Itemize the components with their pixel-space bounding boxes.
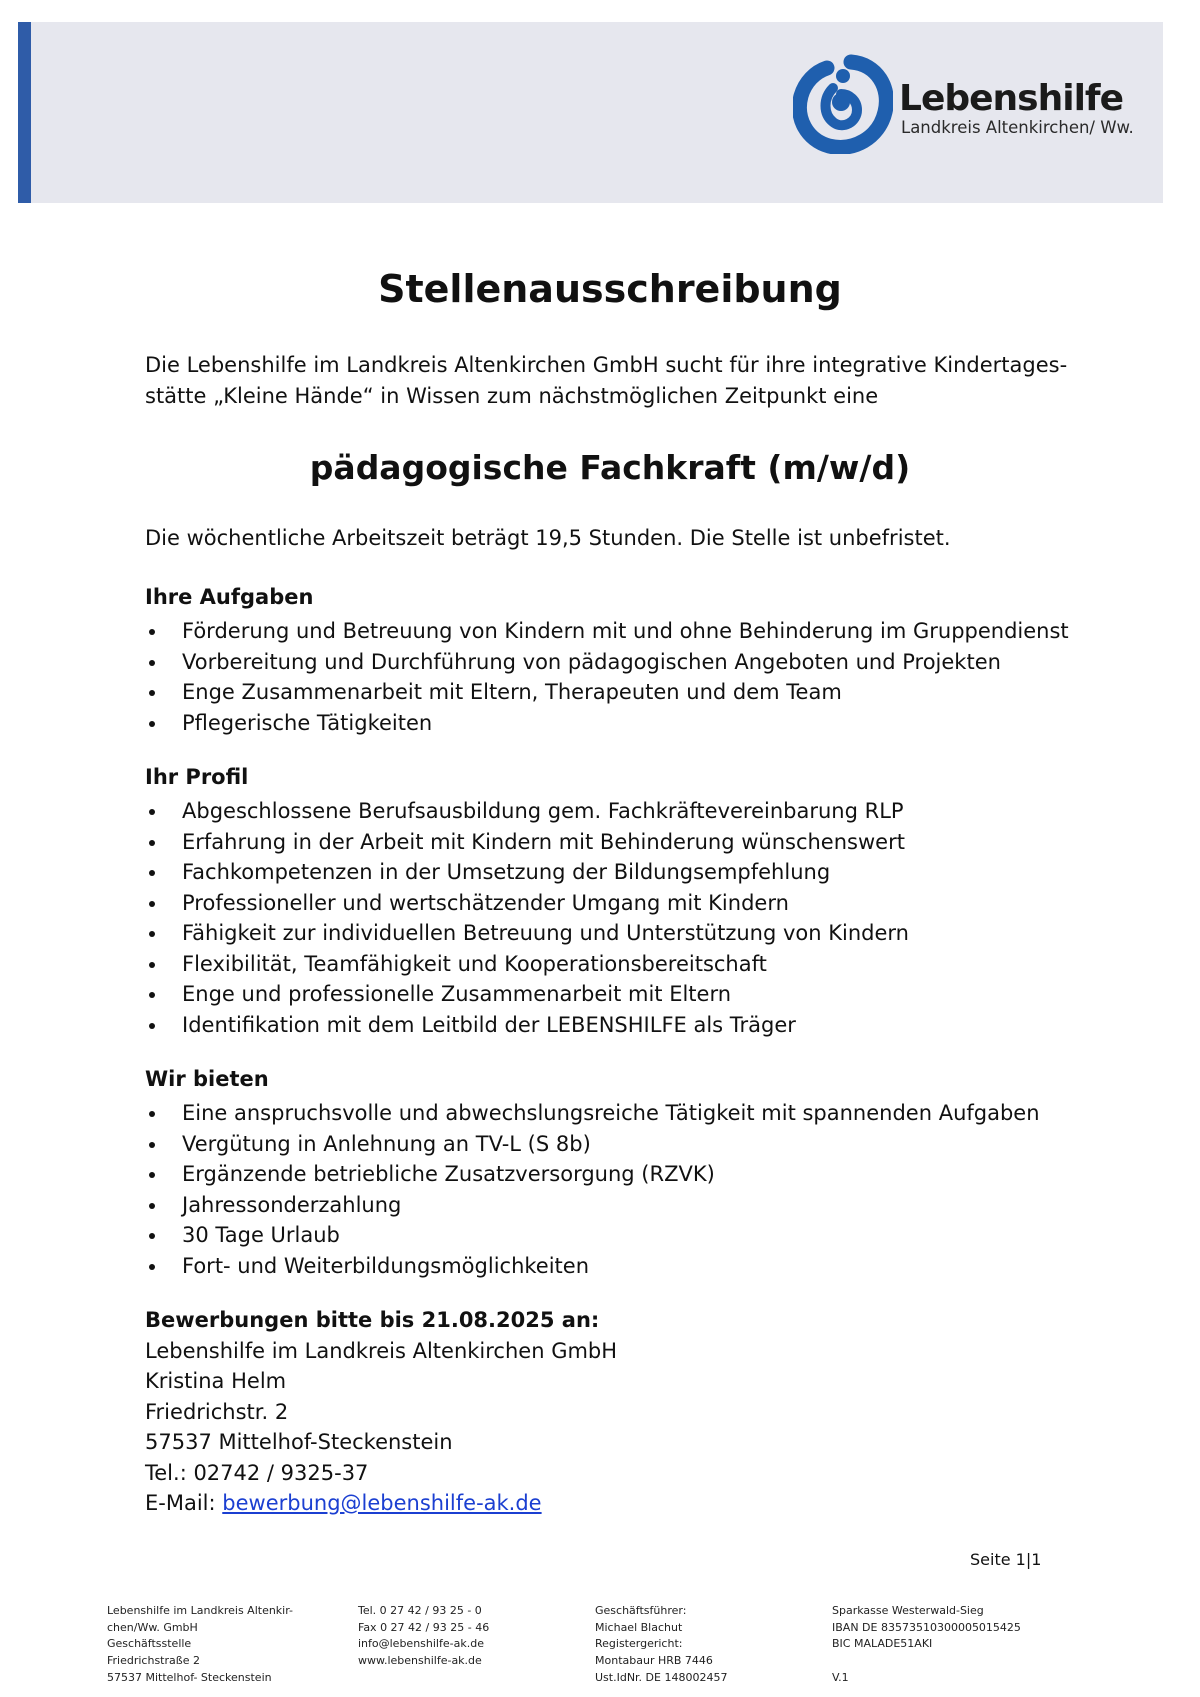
- footer-line: www.lebenshilfe-ak.de: [358, 1654, 482, 1668]
- list-item: Erfahrung in der Arbeit mit Kindern mit Behinderung wünschenswert: [145, 827, 1085, 858]
- header-accent-bar: [18, 22, 31, 203]
- footer-col-contact: [358, 1603, 489, 1670]
- list-item: Vorbereitung und Durchführung von pädagogischen Angeboten und Projekten: [145, 647, 1085, 678]
- intro-line: Die Lebenshilfe im Landkreis Altenkirchen GmbH sucht für ihre integrative Kindertages-: [145, 353, 1068, 377]
- footer-line: Geschäftsstelle: [107, 1637, 192, 1651]
- application-deadline: Bewerbungen bitte bis 21.08.2025 an:: [145, 1308, 600, 1332]
- page-number: Seite 1|1: [970, 1550, 1042, 1569]
- list-item: Eine anspruchsvolle und abwechslungsreiche Tätigkeit mit spannenden Aufgaben: [145, 1098, 1085, 1129]
- lebenshilfe-logo-icon: [793, 54, 893, 154]
- list-item: 30 Tage Urlaub: [145, 1220, 1085, 1251]
- footer-line: Tel. 0 27 42 / 93 25 - 0: [358, 1604, 482, 1617]
- logo-name: Lebenshilfe: [899, 78, 1123, 119]
- list-item: Vergütung in Anlehnung an TV-L (S 8b): [145, 1129, 1085, 1160]
- contact-person: Kristina Helm: [145, 1369, 287, 1393]
- footer-line: Michael Blachut: [595, 1620, 683, 1634]
- position-title: pädagogische Fachkraft (m/w/d): [309, 448, 911, 487]
- list-aufgaben: [145, 616, 1085, 738]
- list-item: Professioneller und wertschätzender Umgang mit Kindern: [145, 888, 1085, 919]
- footer-line: Sparkasse Westerwald-Sieg: [832, 1604, 984, 1617]
- page-title: Stellenausschreibung: [378, 267, 842, 311]
- list-item: Fachkompetenzen in der Umsetzung der Bildungsempfehlung: [145, 857, 1085, 888]
- worktime-text: Die wöchentliche Arbeitszeit beträgt 19,5 Stunden. Die Stelle ist unbefristet.: [145, 526, 951, 550]
- list-item: Fähigkeit zur individuellen Betreuung und Unterstützung von Kindern: [145, 918, 1085, 949]
- list-profil: [145, 796, 1085, 1040]
- footer-line: Friedrichstraße 2: [107, 1654, 200, 1668]
- contact-street: Friedrichstr. 2: [145, 1399, 289, 1424]
- footer-line: Lebenshilfe im Landkreis Altenkir-: [107, 1604, 294, 1617]
- section-heading-bieten: Wir bieten: [145, 1067, 269, 1091]
- footer-col-bank: [832, 1603, 1021, 1687]
- list-bieten: [145, 1098, 1085, 1281]
- email-label: E-Mail:: [145, 1491, 223, 1515]
- footer-line: 57537 Mittelhof- Steckenstein: [107, 1670, 272, 1684]
- footer-line: Montabaur HRB 7446: [595, 1654, 713, 1668]
- footer-line: Fax 0 27 42 / 93 25 - 46: [358, 1620, 490, 1634]
- footer-col-management: [595, 1603, 727, 1687]
- list-item: Fort- und Weiterbildungsmöglichkeiten: [145, 1251, 1085, 1282]
- intro-text: [145, 350, 1075, 412]
- footer-col-address: [107, 1603, 293, 1687]
- footer-line: chen/Ww. GmbH: [107, 1620, 198, 1634]
- contact-city: 57537 Mittelhof-Steckenstein: [145, 1430, 453, 1454]
- list-item: Jahressonderzahlung: [145, 1190, 1085, 1221]
- footer-line: IBAN DE 83573510300005015425: [832, 1620, 1021, 1634]
- lebenshilfe-logo: [775, 28, 1155, 156]
- contact-email-line: [145, 1488, 1075, 1519]
- logo-subtitle: Landkreis Altenkirchen/ Ww.: [901, 118, 1134, 137]
- footer-line: Registergericht:: [595, 1637, 683, 1651]
- intro-line: stätte „Kleine Hände“ in Wissen zum nächstmöglichen Zeitpunkt eine: [145, 384, 879, 408]
- contact-company: Lebenshilfe im Landkreis Altenkirchen GmbH: [145, 1338, 618, 1363]
- email-link[interactable]: bewerbung@lebenshilfe-ak.de: [222, 1491, 542, 1515]
- list-item: Ergänzende betriebliche Zusatzversorgung (RZVK): [145, 1159, 1085, 1190]
- footer-line: Ust.IdNr. DE 148002457: [595, 1670, 728, 1684]
- contact-block: [145, 1305, 1075, 1519]
- list-item: Förderung und Betreuung von Kindern mit und ohne Behinderung im Gruppendienst: [145, 616, 1085, 647]
- footer-line: BIC MALADE51AKI: [832, 1637, 933, 1651]
- footer-line: info@lebenshilfe-ak.de: [358, 1637, 484, 1651]
- list-item: Enge und professionelle Zusammenarbeit mit Eltern: [145, 979, 1085, 1010]
- footer-line: [832, 1653, 1021, 1670]
- list-item: Identifikation mit dem Leitbild der LEBENSHILFE als Träger: [145, 1010, 1085, 1041]
- footer-line: Geschäftsführer:: [595, 1604, 687, 1617]
- contact-phone: Tel.: 02742 / 9325-37: [145, 1460, 369, 1485]
- list-item: Flexibilität, Teamfähigkeit und Kooperationsbereitschaft: [145, 949, 1085, 980]
- footer-line: V.1: [832, 1670, 849, 1684]
- section-heading-aufgaben: Ihre Aufgaben: [145, 585, 314, 609]
- list-item: Pflegerische Tätigkeiten: [145, 708, 1085, 739]
- list-item: Abgeschlossene Berufsausbildung gem. Fachkräftevereinbarung RLP: [145, 796, 1085, 827]
- section-heading-profil: Ihr Profil: [145, 765, 249, 789]
- list-item: Enge Zusammenarbeit mit Eltern, Therapeuten und dem Team: [145, 677, 1085, 708]
